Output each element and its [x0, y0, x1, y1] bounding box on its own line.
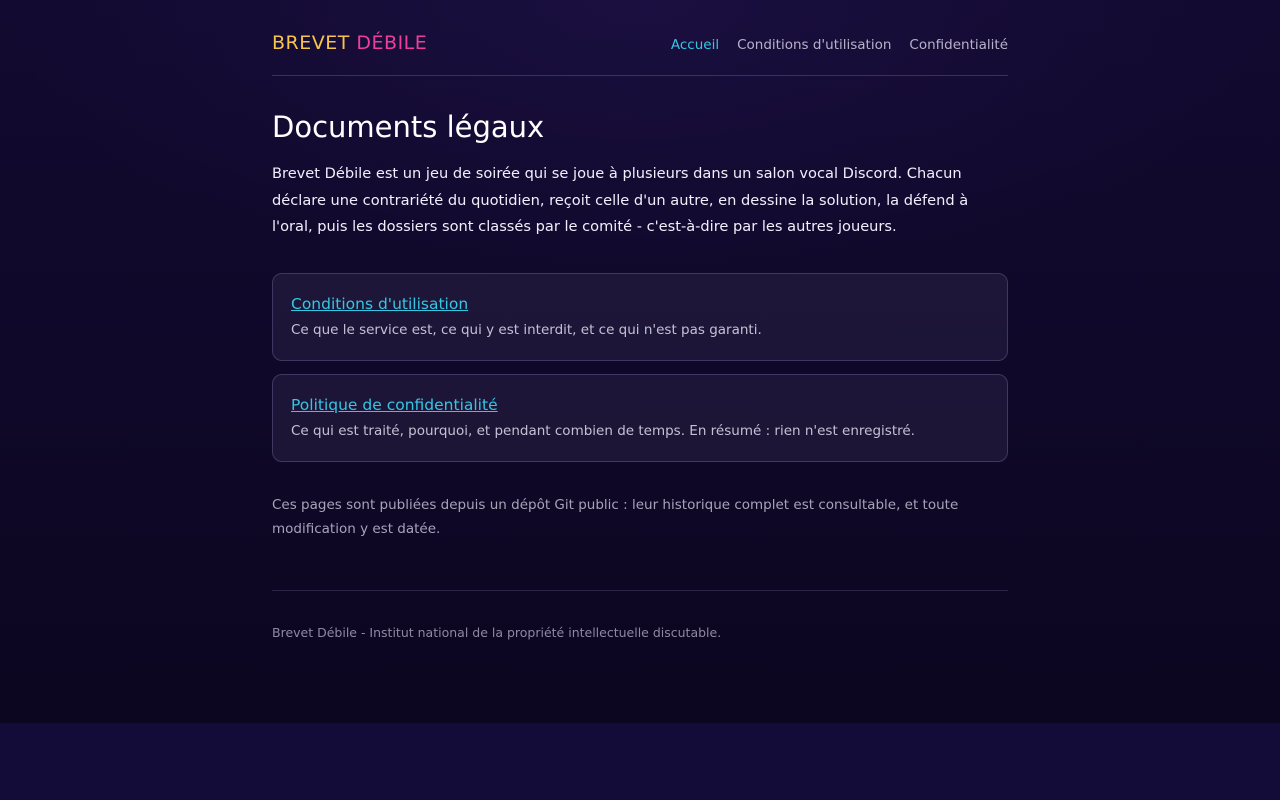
footer-divider [272, 590, 1008, 591]
confidentialite-link[interactable]: Politique de confidentialité [291, 396, 498, 414]
site-header [272, 0, 1008, 76]
bottom-band [0, 723, 1280, 800]
nav-link-accueil[interactable]: Accueil [670, 37, 720, 53]
card-confidentialite [272, 374, 1008, 462]
footer-text: Brevet Débile - Institut national de la propriété intellectuelle discutable. [272, 625, 722, 640]
intro-paragraph: Brevet Débile est un jeu de soirée qui se joue à plusieurs dans un salon vocal Discord. Chacun déclare une contrariété du quotidien, reçoit celle d'un autre, en dessine la solution, la défend à l'oral, puis les dossiers sont classés par le comité - c'est-à-dire par les autres joueurs. [272, 165, 969, 235]
conditions-description: Ce que le service est, ce qui y est interdit, et ce qui n'est pas garanti. [291, 322, 762, 338]
site-logo[interactable] [272, 31, 427, 55]
logo-word-debile: DÉBILE [356, 32, 428, 54]
git-note: Ces pages sont publiées depuis un dépôt Git public : leur historique complet est consultable, et toute modification y est datée. [272, 497, 959, 537]
card-conditions [272, 273, 1008, 361]
content-container [272, 0, 1008, 640]
page-title: Documents légaux [272, 110, 545, 144]
conditions-link[interactable]: Conditions d'utilisation [291, 295, 469, 313]
nav-link-confidentialite[interactable]: Confidentialité [909, 37, 1008, 53]
main-nav [671, 36, 1008, 54]
confidentialite-description: Ce qui est traité, pourquoi, et pendant combien de temps. En résumé : rien n'est enregistré. [291, 423, 915, 439]
logo-word-brevet: BREVET [272, 32, 350, 54]
nav-link-conditions[interactable]: Conditions d'utilisation [737, 37, 892, 53]
